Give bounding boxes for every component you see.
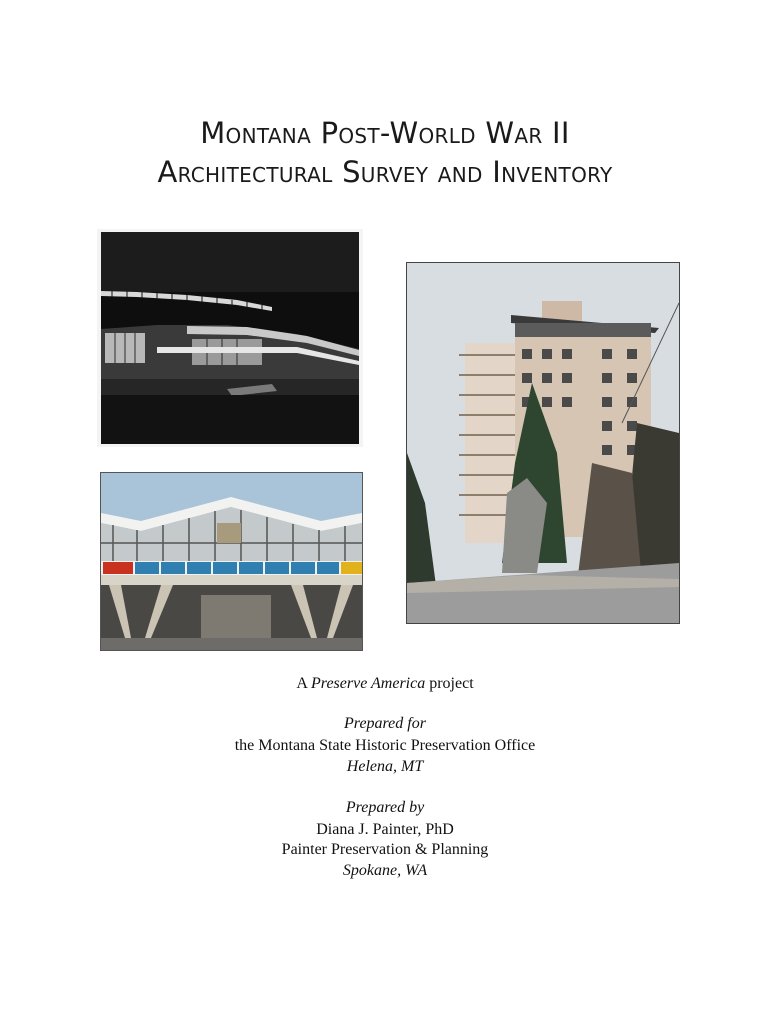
- arena-night-photo: [97, 229, 363, 447]
- prepared-by-author: Diana J. Painter, PhD: [316, 821, 454, 838]
- project-line: [0, 674, 770, 694]
- project-prefix: A: [296, 675, 312, 692]
- document-title-line-2: Architectural Survey and Inventory: [157, 155, 613, 189]
- prepared-for-location: Helena, MT: [346, 758, 424, 775]
- school-building-photo: [100, 472, 363, 651]
- prepared-for-label: Prepared for: [344, 715, 426, 732]
- prepared-by-location: Spokane, WA: [342, 862, 428, 879]
- prepared-by-firm: Painter Preservation & Planning: [281, 841, 489, 858]
- document-title-line-1: Montana Post-World War II: [200, 116, 570, 150]
- project-suffix: project: [425, 675, 474, 692]
- tower-photo: [406, 262, 680, 624]
- prepared-for-organization: the Montana State Historic Preservation Office: [234, 737, 536, 754]
- project-program: Preserve America: [311, 675, 426, 692]
- prepared-by-label: Prepared by: [345, 799, 425, 816]
